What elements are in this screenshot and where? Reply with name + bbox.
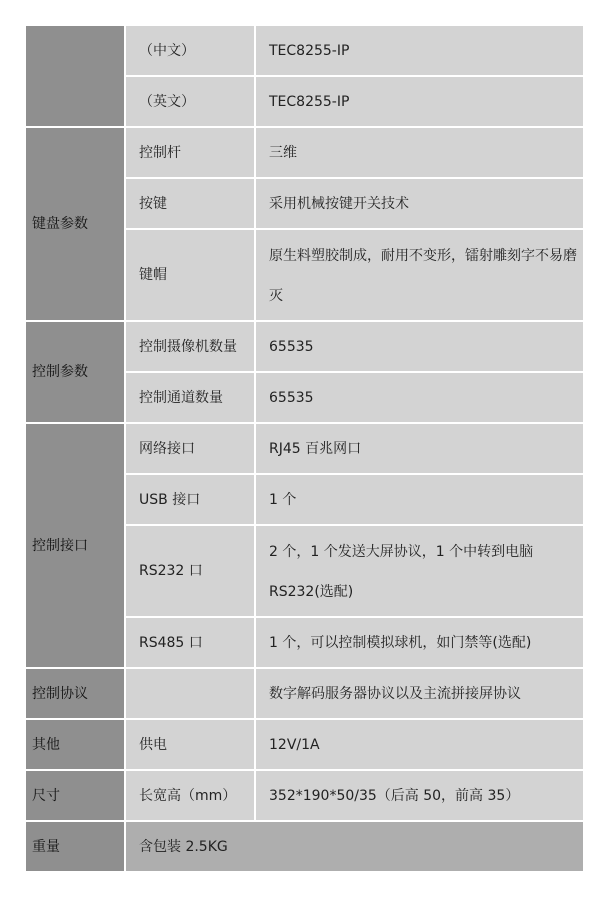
- value-cell: 2 个，1 个发送大屏协议，1 个中转到电脑 RS232(选配): [256, 526, 585, 618]
- spec-table: [26, 26, 585, 873]
- label-cell: 控制通道数量: [126, 373, 256, 424]
- label-cell: 供电: [126, 720, 256, 771]
- group-cell-control-params: 控制参数: [26, 322, 126, 424]
- value-cell: TEC8255-IP: [256, 77, 585, 128]
- table-row: [26, 128, 585, 179]
- value-cell: 1 个: [256, 475, 585, 526]
- label-cell: USB 接口: [126, 475, 256, 526]
- value-cell: 采用机械按键开关技术: [256, 179, 585, 230]
- value-cell: RJ45 百兆网口: [256, 424, 585, 475]
- value-cell: 三维: [256, 128, 585, 179]
- value-cell: 65535: [256, 373, 585, 424]
- label-cell: （中文）: [126, 26, 256, 77]
- value-cell: TEC8255-IP: [256, 26, 585, 77]
- table-row: [26, 720, 585, 771]
- label-cell: [126, 669, 256, 720]
- label-cell: 网络接口: [126, 424, 256, 475]
- value-cell: 原生料塑胶制成，耐用不变形，镭射雕刻字不易磨灭: [256, 230, 585, 322]
- label-cell: 长宽高（mm）: [126, 771, 256, 822]
- value-cell: 12V/1A: [256, 720, 585, 771]
- label-cell: 控制摄像机数量: [126, 322, 256, 373]
- table-row: [26, 424, 585, 475]
- group-cell-size: 尺寸: [26, 771, 126, 822]
- group-cell-other: 其他: [26, 720, 126, 771]
- table-row: [26, 322, 585, 373]
- table-row: [26, 771, 585, 822]
- value-cell: 数字解码服务器协议以及主流拼接屏协议: [256, 669, 585, 720]
- table-row: [26, 822, 585, 873]
- group-cell-protocol: 控制协议: [26, 669, 126, 720]
- value-cell: 含包装 2.5KG: [126, 822, 585, 873]
- group-cell-control-ports: 控制接口: [26, 424, 126, 669]
- group-cell-keyboard: 键盘参数: [26, 128, 126, 322]
- label-cell: RS485 口: [126, 618, 256, 669]
- group-cell-weight: 重量: [26, 822, 126, 873]
- label-cell: （英文）: [126, 77, 256, 128]
- label-cell: 控制杆: [126, 128, 256, 179]
- value-cell: 352*190*50/35（后高 50，前高 35）: [256, 771, 585, 822]
- value-cell: 65535: [256, 322, 585, 373]
- value-cell: 1 个，可以控制模拟球机，如门禁等(选配): [256, 618, 585, 669]
- group-cell-name: [26, 26, 126, 128]
- label-cell: RS232 口: [126, 526, 256, 618]
- table-row: [26, 26, 585, 77]
- label-cell: 按键: [126, 179, 256, 230]
- label-cell: 键帽: [126, 230, 256, 322]
- table-row: [26, 669, 585, 720]
